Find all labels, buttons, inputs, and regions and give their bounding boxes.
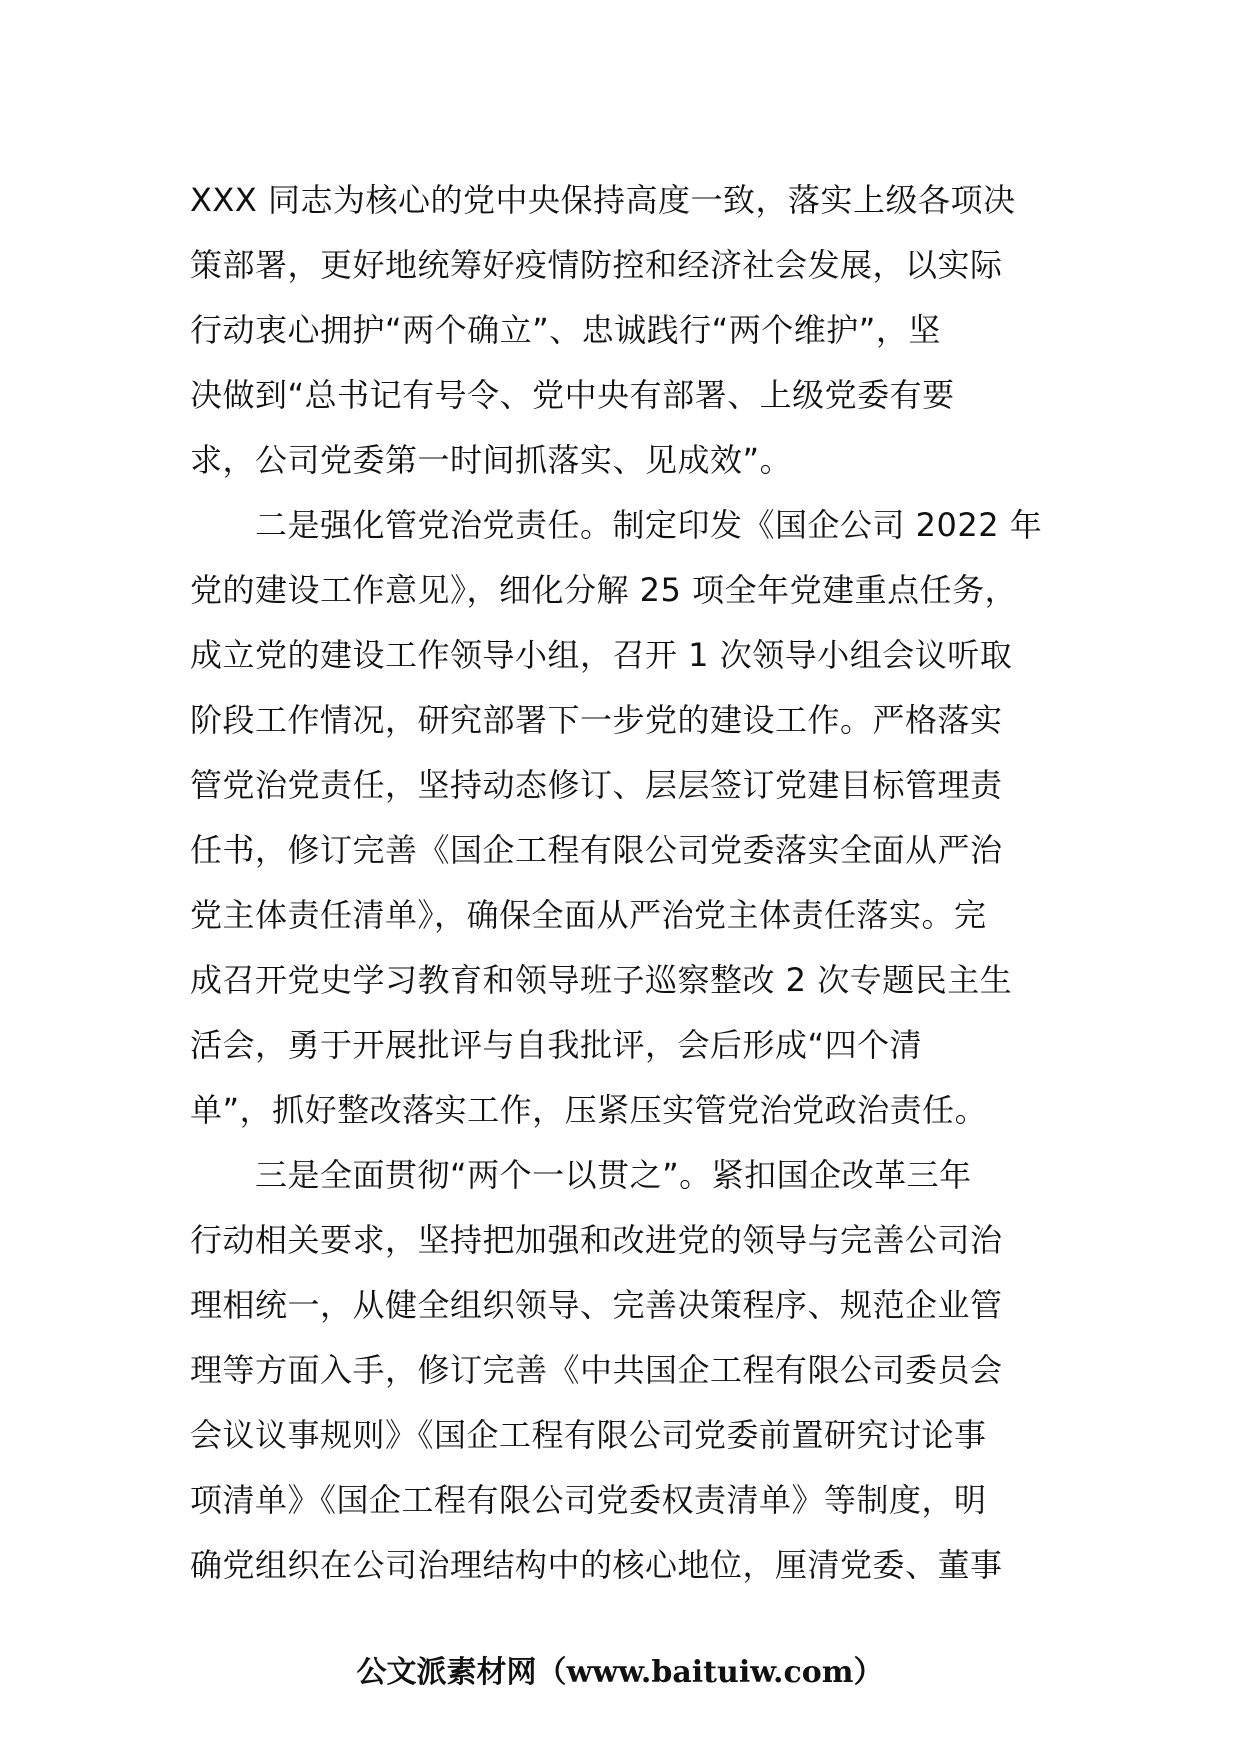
text-line: 项清单》《国企工程有限公司党委权责清单》等制度，明: [190, 1481, 987, 1519]
document-body: [190, 168, 1050, 1598]
text-line: 三是全面贯彻“两个一以贯之”。紧扣国企改革三年: [190, 1156, 972, 1194]
text-line: 党主体责任清单》，确保全面从严治党主体责任落实。完: [190, 896, 987, 934]
text-line: 成召开党史学习教育和领导班子巡察整改 2 次专题民主生: [190, 961, 1013, 999]
text-line: 任书，修订完善《国企工程有限公司党委落实全面从严治: [190, 831, 1003, 869]
text-line: 单”，抓好整改落实工作，压紧压实管党治党政治责任。: [190, 1091, 988, 1129]
text-line: 决做到“总书记有号令、党中央有部署、上级党委有要: [190, 376, 955, 414]
text-line: 二是强化管党治党责任。制定印发《国企公司 2022 年: [190, 506, 1043, 544]
text-line: 理相统一，从健全组织领导、完善决策程序、规范企业管: [190, 1286, 1003, 1324]
text-line: 求，公司党委第一时间抓落实、见成效”。: [190, 441, 793, 479]
text-line: XXX 同志为核心的党中央保持高度一致，落实上级各项决: [190, 181, 1016, 219]
text-line: 确党组织在公司治理结构中的核心地位，厘清党委、董事: [190, 1546, 1003, 1584]
text-line: 行动相关要求，坚持把加强和改进党的领导与完善公司治: [190, 1221, 1003, 1259]
text-line: 阶段工作情况，研究部署下一步党的建设工作。严格落实: [190, 701, 1003, 739]
page-footer: 公文派素材网（www.baituiw.com）: [356, 1655, 884, 1690]
text-line: 策部署，更好地统筹好疫情防控和经济社会发展，以实际: [190, 246, 1003, 284]
text-line: 活会，勇于开展批评与自我批评，会后形成“四个清: [190, 1026, 923, 1064]
text-line: 管党治党责任，坚持动态修订、层层签订党建目标管理责: [190, 766, 1003, 804]
text-line: 党的建设工作意见》，细化分解 25 项全年党建重点任务，: [190, 571, 1018, 609]
text-line: 理等方面入手，修订完善《中共国企工程有限公司委员会: [190, 1351, 1003, 1389]
text-line: 行动衷心拥护“两个确立”、忠诚践行“两个维护”，坚: [190, 311, 941, 349]
text-line: 成立党的建设工作领导小组，召开 1 次领导小组会议听取: [190, 636, 1013, 674]
text-line: 会议议事规则》《国企工程有限公司党委前置研究讨论事: [190, 1416, 987, 1454]
